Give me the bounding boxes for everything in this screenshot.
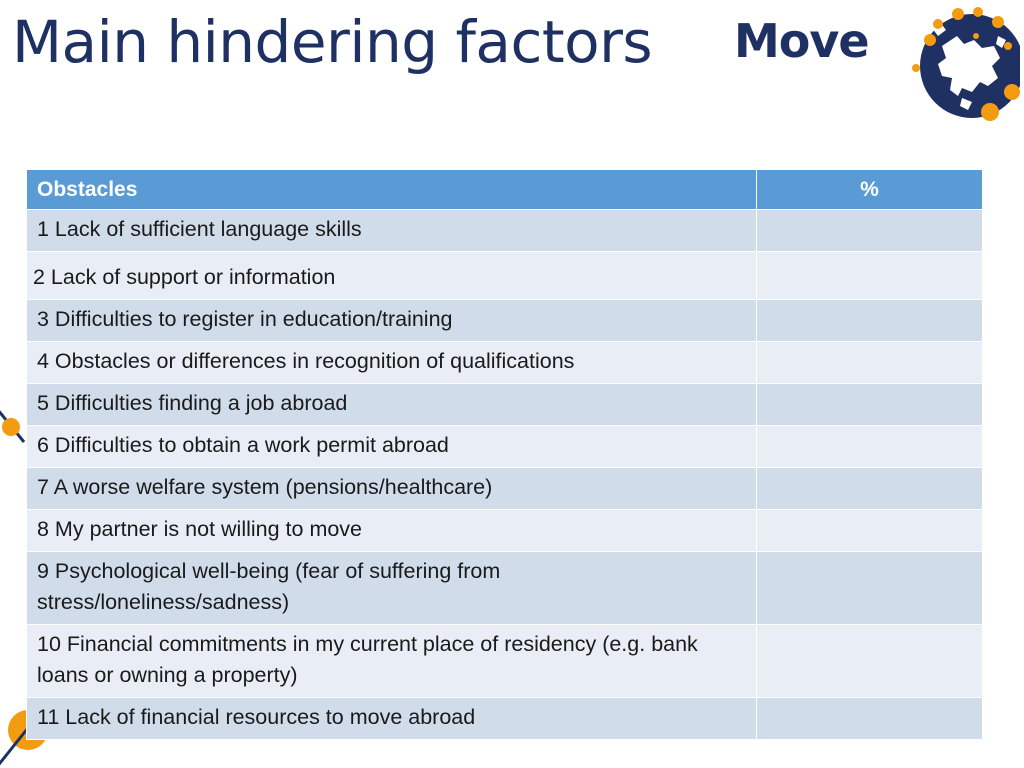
table-row — [27, 552, 983, 625]
obstacle-percent — [757, 552, 983, 625]
column-header-obstacles: Obstacles — [27, 170, 757, 210]
obstacle-percent — [757, 468, 983, 510]
table-row — [27, 510, 983, 552]
obstacle-label: 3 Difficulties to register in education/training — [27, 300, 757, 342]
obstacle-label: 2 Lack of support or information — [27, 252, 757, 300]
table-row — [27, 300, 983, 342]
move-logo — [730, 6, 1020, 131]
obstacle-percent — [757, 625, 983, 698]
table-row — [27, 252, 983, 300]
column-header-percent: % — [757, 170, 983, 210]
obstacle-label: 8 My partner is not willing to move — [27, 510, 757, 552]
obstacle-label: 4 Obstacles or differences in recognition of qualifications — [27, 342, 757, 384]
obstacle-percent — [757, 210, 983, 252]
table-header-row — [27, 170, 983, 210]
obstacle-percent — [757, 510, 983, 552]
obstacle-label: 5 Difficulties finding a job abroad — [27, 384, 757, 426]
logo-text: Move — [734, 14, 869, 68]
obstacle-percent — [757, 342, 983, 384]
obstacle-percent — [757, 698, 983, 740]
table-row — [27, 468, 983, 510]
obstacle-label: 1 Lack of sufficient language skills — [27, 210, 757, 252]
table-row — [27, 625, 983, 698]
europe-globe-icon — [902, 6, 1020, 131]
obstacle-label: 11 Lack of financial resources to move abroad — [27, 698, 757, 740]
table-row — [27, 342, 983, 384]
table-row — [27, 698, 983, 740]
table-row — [27, 210, 983, 252]
obstacle-label: 9 Psychological well-being (fear of suffering from stress/loneliness/sadness) — [27, 552, 757, 625]
table-row — [27, 426, 983, 468]
obstacle-percent — [757, 426, 983, 468]
obstacle-percent — [757, 300, 983, 342]
obstacles-table — [26, 169, 983, 740]
obstacle-label: 6 Difficulties to obtain a work permit abroad — [27, 426, 757, 468]
slide-title: Main hindering factors — [12, 8, 653, 76]
obstacle-label: 10 Financial commitments in my current place of residency (e.g. bank loans or owning a property) — [27, 625, 757, 698]
table-row — [27, 384, 983, 426]
obstacle-percent — [757, 252, 983, 300]
obstacle-label: 7 A worse welfare system (pensions/healthcare) — [27, 468, 757, 510]
obstacle-percent — [757, 384, 983, 426]
